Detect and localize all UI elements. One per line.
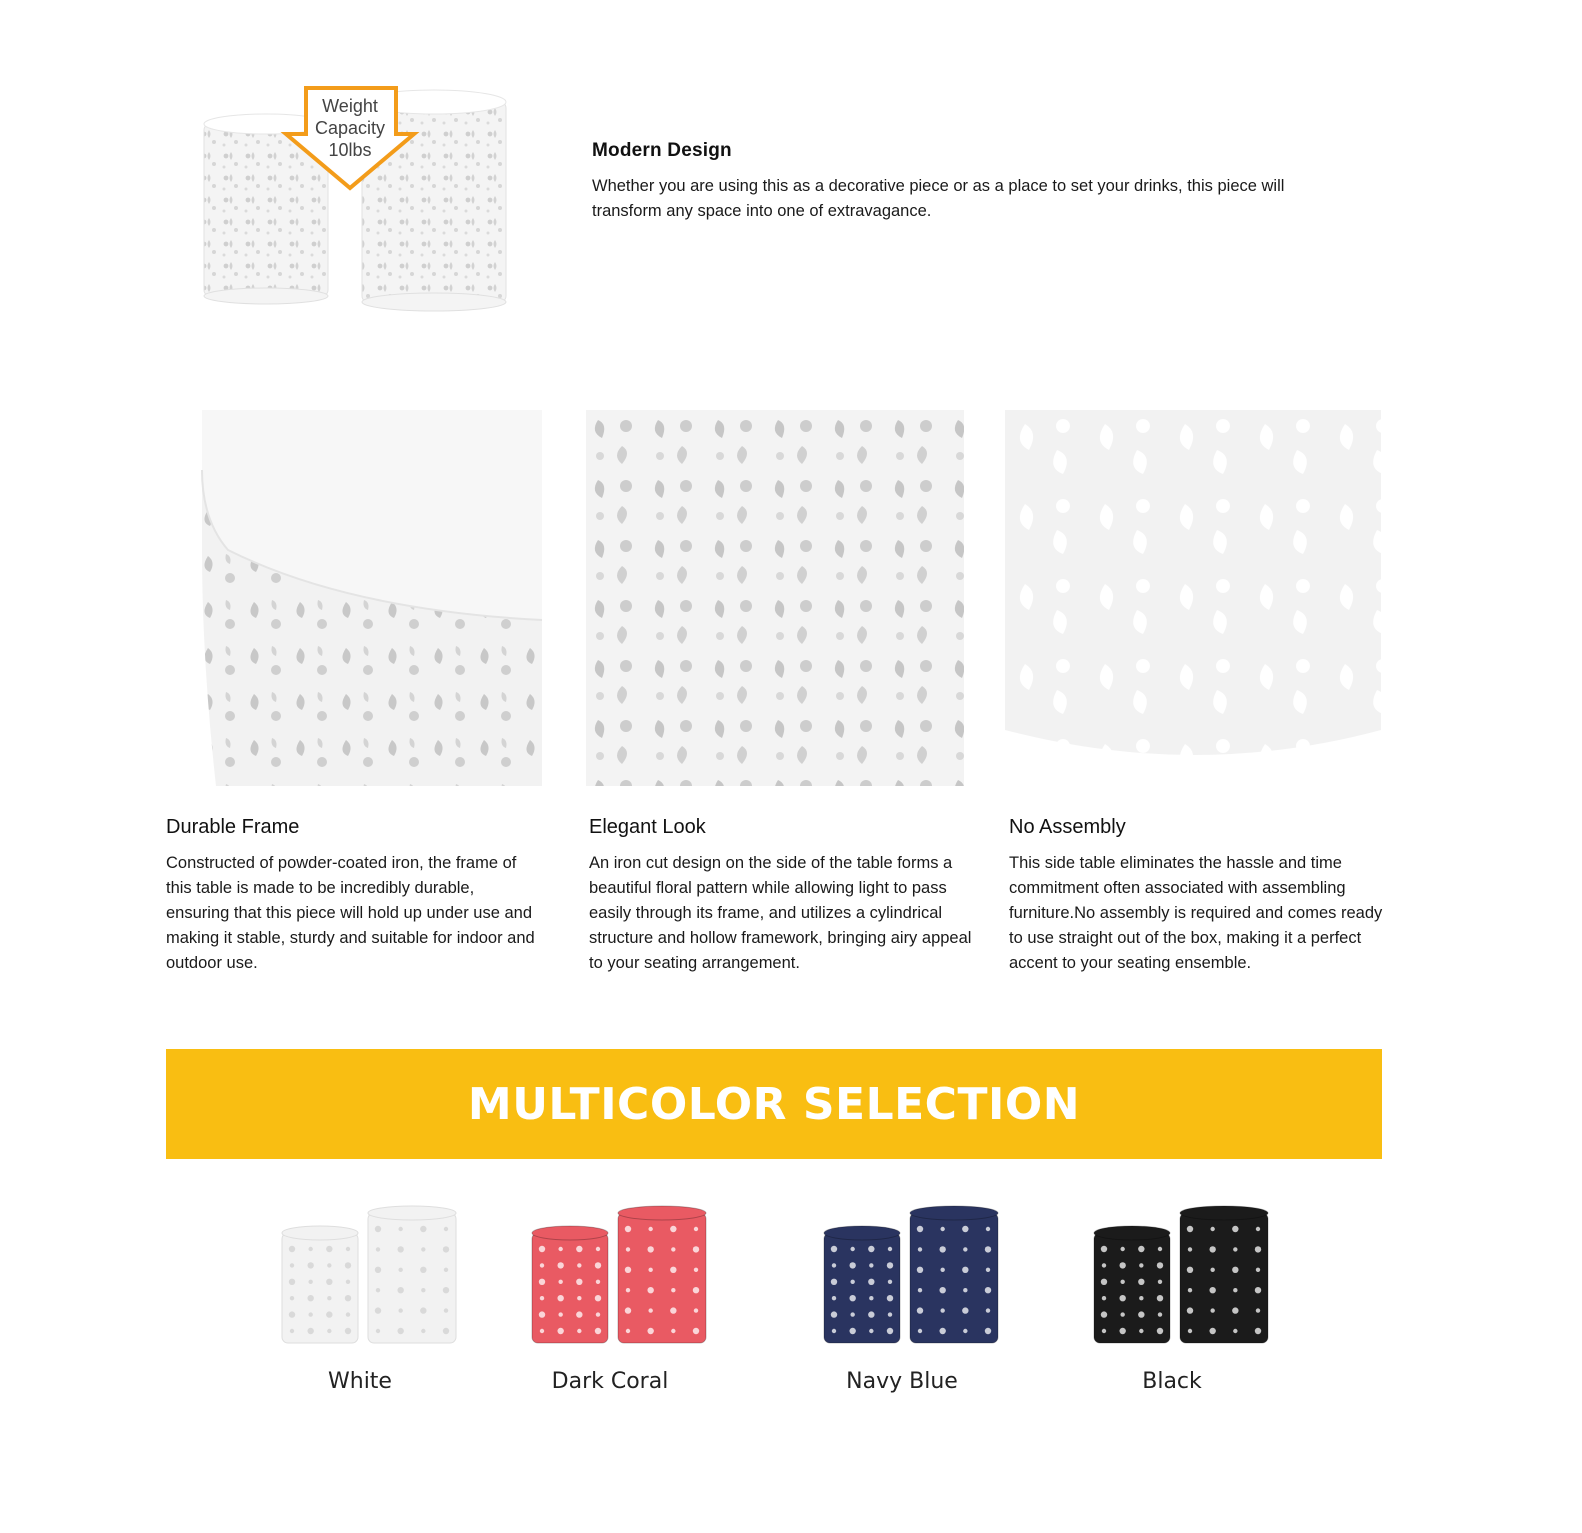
color-label: Navy Blue (846, 1369, 958, 1394)
feature-durable-frame (166, 816, 541, 976)
feature-title: No Assembly (1009, 816, 1126, 838)
color-option-black[interactable] (1062, 1205, 1282, 1415)
feature-body: An iron cut design on the side of the table forms a beautiful floral pattern while allowing light to pass easily through its frame, and utilizes a cylindrical structure and hollow framework, bringing airy appeal to your seating arrangement. (589, 854, 972, 972)
small-stool (282, 1226, 358, 1343)
color-label: White (328, 1369, 392, 1394)
feature-image-no-assembly (1005, 410, 1381, 786)
hero-text (592, 140, 1352, 224)
badge-line-2: Capacity (314, 118, 386, 138)
large-stool (1180, 1206, 1268, 1343)
hero-product-image (198, 84, 518, 314)
banner-title: MULTICOLOR SELECTION (467, 1078, 1081, 1130)
small-stool (1094, 1226, 1170, 1343)
feature-body: This side table eliminates the hassle and time commitment often associated with assembling furniture.No assembly is required and comes ready to use straight out of the box, making it a perfect accent to your seating ensemble. (1009, 854, 1383, 972)
hero-body: Whether you are using this as a decorative piece or as a place to set your drinks, this piece will transform any space into one of extravagance. (592, 177, 1285, 220)
feature-elegant-look (589, 816, 974, 976)
color-option-navy-blue[interactable] (792, 1205, 1012, 1415)
stool-pair-image (260, 1205, 460, 1355)
color-option-white[interactable] (250, 1205, 470, 1415)
feature-body: Constructed of powder-coated iron, the frame of this table is made to be incredibly durable, ensuring that this piece will hold up under use and making it stable, sturdy and suitable for indoor and outdoor use. (166, 854, 535, 972)
stool-pair-image (1072, 1205, 1272, 1355)
color-option-dark-coral[interactable] (500, 1205, 720, 1415)
feature-no-assembly (1009, 816, 1389, 976)
badge-line-1: Weight (322, 96, 378, 116)
stool-pair-image (510, 1205, 710, 1355)
small-stool (824, 1226, 900, 1343)
large-stool (368, 1206, 456, 1343)
small-stool (532, 1226, 608, 1343)
feature-image-elegant-look (586, 410, 964, 786)
hero-title: Modern Design (592, 140, 732, 161)
color-label: Dark Coral (551, 1369, 669, 1394)
multicolor-banner (166, 1049, 1382, 1159)
large-stool (618, 1206, 706, 1343)
feature-title: Elegant Look (589, 816, 706, 838)
badge-line-3: 10lbs (328, 140, 372, 160)
feature-image-durable-frame (198, 410, 542, 786)
stool-pair-image (802, 1205, 1002, 1355)
color-label: Black (1142, 1369, 1202, 1394)
large-stool (910, 1206, 998, 1343)
feature-title: Durable Frame (166, 816, 300, 838)
